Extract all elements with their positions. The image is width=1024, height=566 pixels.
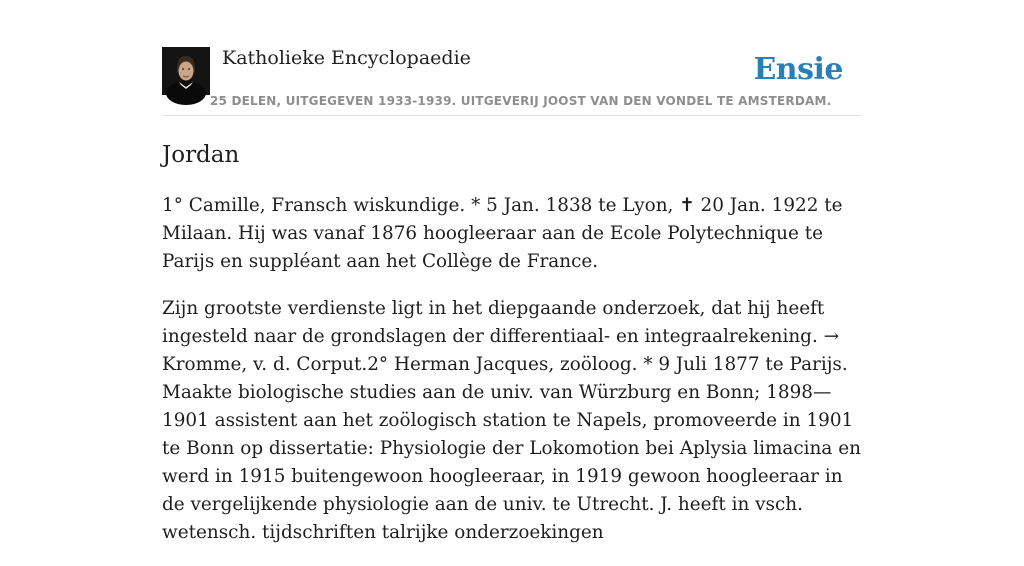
ensie-logo-link[interactable]: Ensie [753, 52, 843, 87]
source-title[interactable]: Katholieke Encyclopaedie [222, 47, 471, 69]
article-body [162, 192, 862, 566]
source-header [162, 46, 862, 116]
article-paragraph: Zijn grootste verdienste ligt in het diepgaande onderzoek, dat hij heeft ingesteld naar de grondslagen der differentiaal- en integraalrekening. → Kromme, v. d. Corput.2° Herman Jacques, zoöloog. * 9 Juli 1877 te Parijs. Maakte biologische studies aan de univ. van Würzburg en Bonn; 1898—1901 assistent aan het zoölogisch station te Napels, promoveerde in 1901 te Bonn op dissertatie: Physiologie der Lokomotion bei Aplysia limacina en werd in 1915 buitengewoon hoogleeraar, in 1919 gewoon hoogleeraar in de vergelijkende physiologie aan de univ. te Utrecht. J. heeft in vsch. wetensch. tijdschriften talrijke onderzoekingen [162, 298, 861, 543]
portrait-avatar-icon[interactable] [162, 47, 210, 95]
source-subtitle: 25 DELEN, UITGEGEVEN 1933-1939. UITGEVERIJ JOOST VAN DEN VONDEL TE AMSTERDAM. [210, 94, 832, 108]
article-title: Jordan [162, 142, 240, 168]
article-paragraph: 1° Camille, Fransch wiskundige. * 5 Jan. 1838 te Lyon, ✝ 20 Jan. 1922 te Milaan. Hij was vanaf 1876 hoogleeraar aan de Ecole Polytechnique te Parijs en suppléant aan het Collège de France. [162, 195, 843, 272]
